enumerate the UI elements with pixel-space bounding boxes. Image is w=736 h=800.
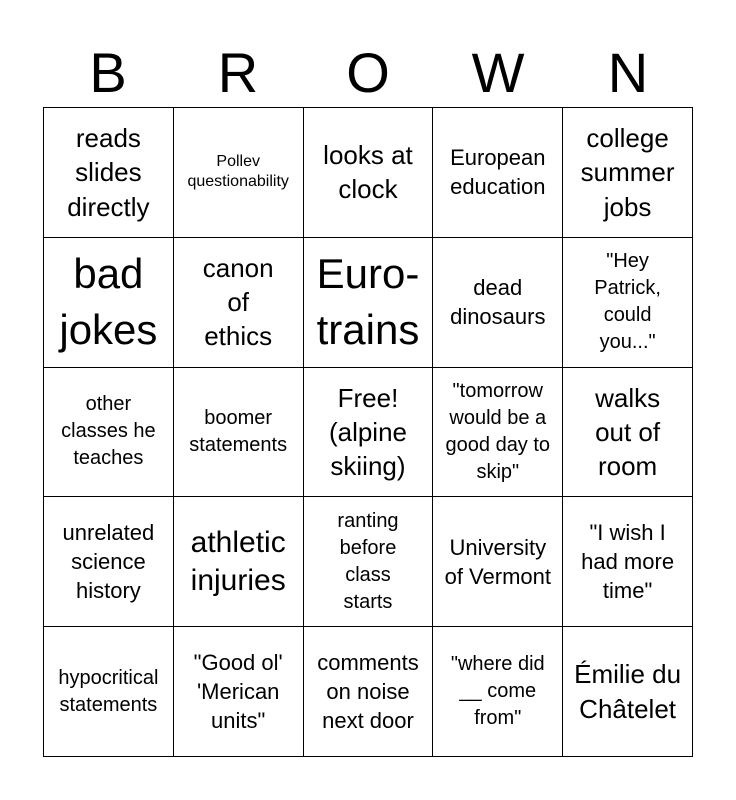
- bingo-cell-r1c2[interactable]: [174, 108, 304, 238]
- cell-text: unrelated science history: [62, 520, 155, 604]
- header-letter-n: N: [607, 41, 649, 104]
- cell-text: European education: [450, 145, 546, 200]
- cell-text: looks at clock: [323, 140, 413, 205]
- bingo-cell-r5c2[interactable]: [174, 627, 304, 757]
- cell-text: "I wish I had more time": [581, 520, 675, 604]
- bingo-cell-r3c3[interactable]: [304, 368, 434, 498]
- cell-text: dead dinosaurs: [450, 275, 546, 330]
- cell-text: other classes he teaches: [61, 393, 156, 470]
- bingo-cell-r4c4[interactable]: [433, 497, 563, 627]
- bingo-cell-r2c1[interactable]: [44, 238, 174, 368]
- header-letter-o: O: [346, 41, 390, 104]
- bingo-cell-r2c2[interactable]: [174, 238, 304, 368]
- cell-text: Free! (alpine skiing): [328, 382, 408, 482]
- cell-text: Émilie du Châtelet: [574, 659, 682, 724]
- cell-text: canon of ethics: [202, 252, 274, 352]
- cell-text: boomer statements: [189, 406, 288, 456]
- bingo-cell-r4c3[interactable]: [304, 497, 434, 627]
- bingo-cell-r5c1[interactable]: [44, 627, 174, 757]
- cell-text: Euro-trains: [316, 249, 420, 354]
- cell-text: bad jokes: [59, 249, 158, 354]
- cell-text: athletic injuries: [190, 526, 286, 597]
- bingo-cell-r5c3[interactable]: [304, 627, 434, 757]
- bingo-cell-r4c1[interactable]: [44, 497, 174, 627]
- cell-text: reads slides directly: [67, 122, 150, 222]
- cell-text: "Hey Patrick, could you...": [594, 250, 661, 354]
- bingo-cell-r2c4[interactable]: [433, 238, 563, 368]
- bingo-cell-r1c4[interactable]: [433, 108, 563, 238]
- bingo-cell-r4c5[interactable]: [563, 497, 693, 627]
- cell-text: hypocritical statements: [58, 666, 159, 716]
- bingo-cell-r1c5[interactable]: [563, 108, 693, 238]
- cell-text: ranting before class starts: [337, 509, 399, 613]
- header-letter-b: B: [89, 41, 127, 104]
- header-letter-r: R: [217, 41, 259, 104]
- bingo-cell-r1c3[interactable]: [304, 108, 434, 238]
- bingo-cell-r3c5[interactable]: [563, 368, 693, 498]
- bingo-cell-r1c1[interactable]: [44, 108, 174, 238]
- cell-text: "Good ol' 'Merican units": [193, 650, 283, 734]
- cell-text: Pollev questionability: [187, 152, 289, 191]
- bingo-cell-r5c5[interactable]: [563, 627, 693, 757]
- bingo-cell-r4c2[interactable]: [174, 497, 304, 627]
- cell-text: "where did __ come from": [450, 653, 545, 730]
- bingo-cell-r5c4[interactable]: [433, 627, 563, 757]
- bingo-cell-r2c3[interactable]: [304, 238, 434, 368]
- cell-text: comments on noise next door: [317, 650, 419, 734]
- bingo-board: [43, 107, 693, 757]
- bingo-cell-r3c1[interactable]: [44, 368, 174, 498]
- cell-text: "tomorrow would be a good day to skip": [445, 379, 551, 483]
- bingo-cell-r3c4[interactable]: [433, 368, 563, 498]
- header-letter-w: W: [471, 41, 525, 104]
- bingo-cell-r2c5[interactable]: [563, 238, 693, 368]
- bingo-header: [43, 40, 693, 106]
- cell-text: University of Vermont: [444, 534, 551, 589]
- cell-text: college summer jobs: [580, 122, 675, 222]
- cell-text: walks out of room: [595, 382, 661, 482]
- bingo-cell-r3c2[interactable]: [174, 368, 304, 498]
